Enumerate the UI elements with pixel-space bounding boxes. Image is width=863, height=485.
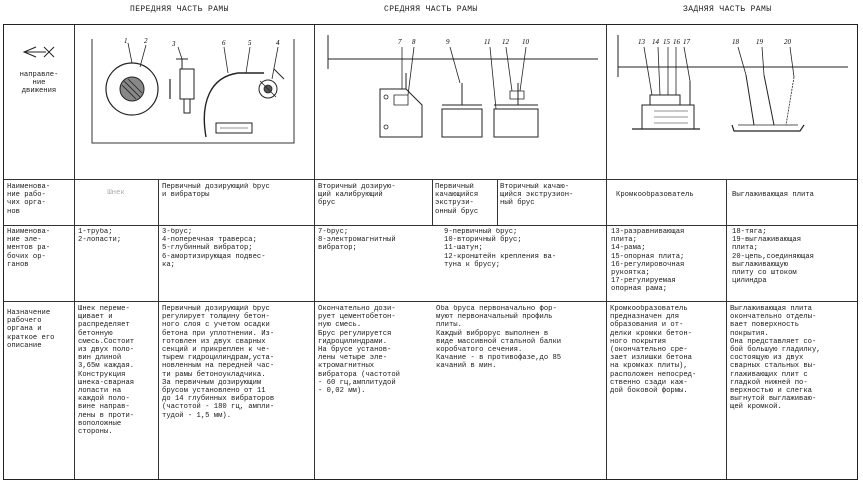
figure-number-11: 11 (484, 38, 491, 46)
front-part-drawing (88, 33, 298, 151)
row-divider (4, 301, 857, 302)
col-divider (432, 179, 433, 225)
table-frame (3, 24, 858, 480)
figure-number-14: 14 (652, 38, 659, 46)
elements-primary-bar: 3-брус; 4-поперечная траверса; 5-глубинный вибратор; 6-амортизирующая подвес- ка; (162, 228, 266, 269)
elements-smoothing-plate: 18-тяга; 19-выглаживающая плита; 20-цепь,соединяющая выглаживающую плиту со штоком цилиндра (732, 228, 814, 286)
name-edge-former: Кромкообразователь (616, 191, 694, 199)
col-divider (497, 179, 498, 225)
figure-number-19: 19 (756, 38, 763, 46)
figure-number-18: 18 (732, 38, 739, 46)
elements-edge-former: 13-разравнивающая плита; 14-рама; 15-опорная плита; 16-регулировочная рукоятка; 17-регулируемая опорная рама; (611, 228, 685, 294)
purpose-oscillating-bars: Оба бруса первоначально фор- муют первоначальный профиль плиты. Каждый виброрус выполнен в виде массивной стальной балки коробчатого сечения. Качание - в противофазе,до 85 качаний в мин. (436, 305, 562, 371)
figure-number-7: 7 (398, 38, 402, 46)
purpose-auger: Шнек переме- щивает и распределяет бетонную смесь.Состоит из двух поло- вин длиной 3,65м каждая. Конструкция шнека-сварная лопасти на каждой поло- вине направ- лены в проти- воположные стороны. (78, 305, 135, 437)
row-label-names: Наименова- ние рабо- чих орга- нов (7, 183, 51, 216)
name-smoothing-plate: Выглаживающая плита (732, 191, 814, 199)
row-label-elements: Наименова- ние эле- ментов ра- бочих ор- ганов (7, 228, 51, 269)
name-primary-bar: Первичный дозирующий брус и вибраторы (162, 183, 270, 200)
purpose-smoothing-plate: Выглаживающая плита окончательно отделы- вает поверхность покрытия. Она представляет со- бой большую гладилку, состоящую из двух сварных стальных вы- глаживающих плит с гладкой нижней по- верхностью и слегка выгнутой выглаживаю- щей кромкой. (730, 305, 821, 412)
purpose-primary-bar: Первичный дозирующий брус регулирует толщину бетон- ного слоя с учетом осадки бетона при уплотнении. Из- готовлен из двух сварных секций и прикреплен к че- тырем гидроцилиндрам,уста- новленным на передней час- ти рамы бетоноукладчика. За первичным дозирующим брусом установлено от 11 до 14 глубинных вибраторов (частотой - 180 гц, ампли- тудой - 1,5 мм). (162, 305, 275, 420)
header-front-part: ПЕРЕДНЯЯ ЧАСТЬ РАМЫ (130, 5, 229, 14)
row-divider (4, 225, 857, 226)
figure-number-17: 17 (683, 38, 690, 46)
figure-number-5: 5 (248, 39, 252, 47)
col-divider (726, 179, 727, 479)
elements-secondary-bar: 7-брус; 8-электромагнитный вибратор; (318, 228, 396, 253)
figure-number-4: 4 (276, 39, 280, 47)
figure-number-16: 16 (673, 38, 680, 46)
col-divider (158, 179, 159, 479)
name-auger: Шнек (107, 189, 125, 197)
figure-number-12: 12 (502, 38, 509, 46)
figure-number-2: 2 (144, 37, 148, 45)
figure-number-6: 6 (222, 39, 226, 47)
row-divider (4, 179, 857, 180)
figure-number-13: 13 (638, 38, 645, 46)
header-rear-part: ЗАДНЯЯ ЧАСТЬ РАМЫ (683, 5, 772, 14)
name-primary-oscillating-bar: Первичный качающийся экструзи- онный брус (435, 183, 479, 216)
figure-number-1: 1 (124, 37, 128, 45)
header-middle-part: СРЕДНЯЯ ЧАСТЬ РАМЫ (384, 5, 478, 14)
col-divider (314, 25, 315, 479)
elements-auger: 1-труба; 2-лопасти; (78, 228, 122, 245)
figure-number-3: 3 (172, 40, 176, 48)
direction-label: направле- ние движения (19, 71, 59, 96)
figure-number-15: 15 (663, 38, 670, 46)
rear-part-drawing (614, 33, 852, 151)
name-secondary-calibrating-bar: Вторичный дозирую- щий калибрующий брус (318, 183, 396, 208)
figure-number-8: 8 (412, 38, 416, 46)
direction-arrow-icon (22, 45, 56, 59)
row-label-purpose: Назначение рабочего органа и краткое его описание (7, 309, 55, 350)
elements-oscillating-bars: 9-первичный брус; 10-вторичный брус; 11-шатун; 12-кронштейн крепления ва- туна к брусу; (444, 228, 557, 269)
figure-number-9: 9 (446, 38, 450, 46)
figure-number-10: 10 (522, 38, 529, 46)
figure-number-20: 20 (784, 38, 791, 46)
col-divider (606, 25, 607, 479)
col-divider (74, 25, 75, 479)
middle-part-drawing (322, 33, 602, 151)
purpose-secondary-bar: Окончательно дози- рует цементобетон- ную смесь. Брус регулируется гидроцилиндрами. На брусе установ- лены четыре эле- ктромагнитных вибратора (частотой - 60 гц,амплитудой - 0,02 мм). (318, 305, 400, 396)
name-secondary-oscillating-bar: Вторичный качаю- щийся экструзион- ный брус (500, 183, 574, 208)
purpose-edge-former: Кромкообразователь предназначен для образования и от- делки кромки бетон- ного покрытия (окончательно сре- зает излишки бетона на кромках плиты), расположен непосред- ственно сзади каж- дой боковой формы. (610, 305, 697, 396)
